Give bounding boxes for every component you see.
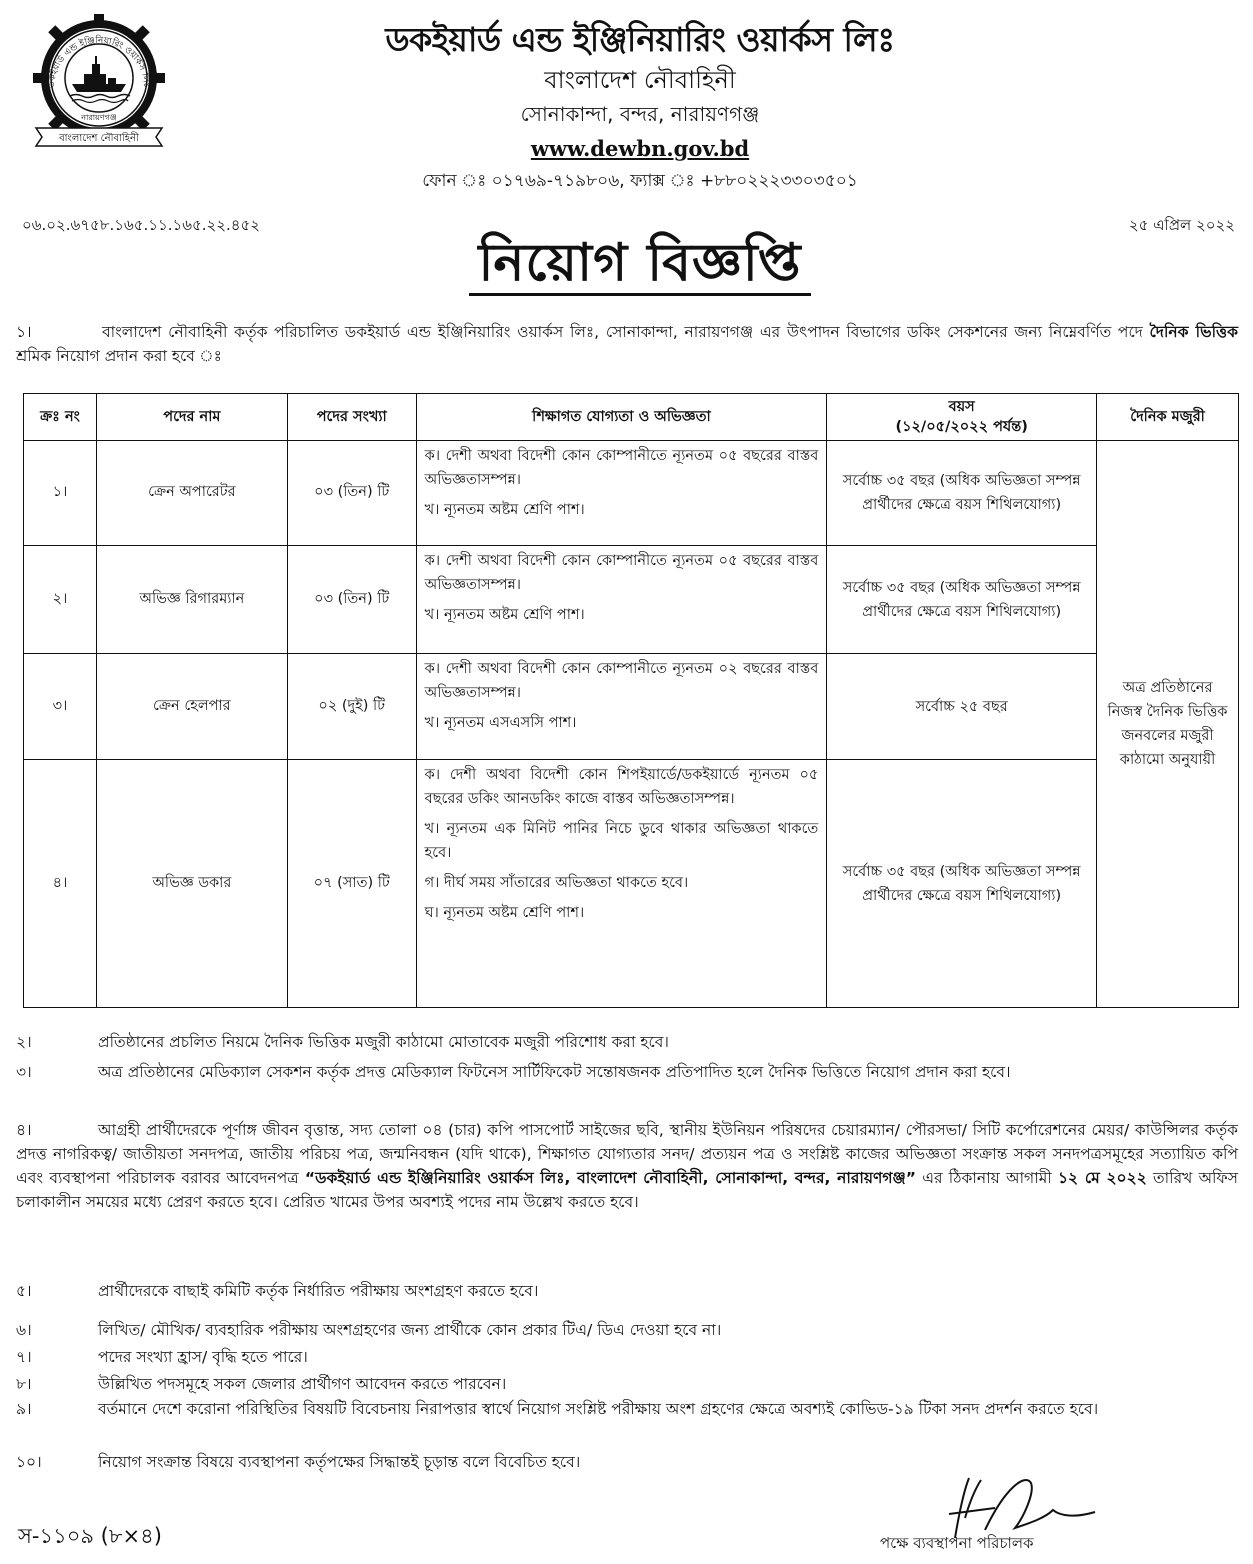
qualification-item: ঘ। ন্যূনতম অষ্টম শ্রেণি পাশ। bbox=[424, 905, 585, 921]
header-qualification: শিক্ষাগত যোগ্যতা ও অভিজ্ঞতা bbox=[416, 394, 827, 441]
header-wage: দৈনিক মজুরী bbox=[1097, 394, 1239, 441]
row-serial: ২। bbox=[24, 546, 97, 654]
row-qualification bbox=[416, 546, 827, 654]
notice-title-text: নিয়োগ বিজ্ঞপ্তি bbox=[469, 233, 812, 296]
memo-number: ০৬.০২.৬৭৫৮.১৬৫.১১.১৬৫.২২.৪৫২ bbox=[22, 216, 260, 234]
header-age-label: বয়স bbox=[948, 399, 975, 415]
qualification-item: খ। ন্যূনতম এসএসসি পাশ। bbox=[424, 715, 577, 731]
qualification-item: খ। ন্যূনতম অষ্টম শ্রেণি পাশ। bbox=[424, 502, 585, 518]
clause-text: বর্তমানে দেশে করোনা পরিস্থিতির বিষয়টি বিবেচনায় নিরাপত্তার স্বার্থে নিয়োগ সংশ্লিষ্ট পরীক্ষায় অংশ গ্রহণের ক্ষেত্রে অবশ্যই কোভিড-১৯ টিকা সনদ প্রদর্শন করতে হবে। bbox=[98, 1400, 1099, 1418]
row-post: ক্রেন অপারেটর bbox=[96, 441, 287, 546]
logo-ribbon-text: বাংলাদেশ নৌবাহিনী bbox=[59, 133, 139, 144]
clause-8 bbox=[16, 1372, 1238, 1396]
intro-text-b: শ্রমিক নিয়োগ প্রদান করা হবে ঃ bbox=[16, 347, 222, 365]
clause-number: ৮। bbox=[16, 1375, 32, 1393]
row-count: ০৭ (সাত) টি bbox=[287, 760, 416, 1008]
qualification-item: ক। দেশী অথবা বিদেশী কোন কোম্পানীতে ন্যূনতম ০৫ বছরের বাস্তব অভিজ্ঞতাসম্পন্ন। bbox=[424, 553, 819, 593]
header-serial: ক্রঃ নং bbox=[24, 394, 97, 441]
row-serial: ১। bbox=[24, 441, 97, 546]
clause-text: আগ্রহী প্রার্থীদেরকে পূর্ণাঙ্গ জীবন বৃত্তান্ত, সদ্য তোলা ০৪ (চার) কপি পাসপোর্ট সাইজের ছবি, স্থানীয় ইউনিয়ন পরিষদের চেয়ারম্যান/ পৌরসভা/ সিটি কর্পোরেশনের মেয়র/ কাউন্সিলর কর্তৃক প্রদত্ত নাগরিকত্ব/ জাতীয়তা সনদপত্র, জাতীয় পরিচয় পত্র, জন্মনিবন্ধন (যদি থাকে), শিক্ষাগত যোগ্যতার সনদ/ প্রত্যয়ন পত্র ও সংশ্লিষ্ট কাজের অভিজ্ঞতা সংক্রান্ত সকল সনদপত্রসমূহের সত্যায়িত কপি এবং ব্যবস্থাপনা পরিচালক বরাবর আবেদনপত্র bbox=[16, 1121, 1238, 1187]
clause-number: ৩। bbox=[16, 1063, 32, 1081]
notice-title bbox=[300, 222, 980, 309]
header-post: পদের নাম bbox=[96, 394, 287, 441]
row-count: ০৩ (তিন) টি bbox=[287, 441, 416, 546]
qualification-item: ক। দেশী অথবা বিদেশী কোন কোম্পানীতে ন্যূনতম ০২ বছরের বাস্তব অভিজ্ঞতাসম্পন্ন। bbox=[424, 661, 819, 701]
clause-address-bold: “ডকইয়ার্ড এন্ড ইঞ্জিনিয়ারিং ওয়ার্কস লিঃ, বাংলাদেশ নৌবাহিনী, সোনাকান্দা, বন্দর, নারায়ণগঞ্জ” bbox=[304, 1169, 916, 1187]
clause-number: ৫। bbox=[16, 1282, 32, 1300]
table-row bbox=[24, 441, 1239, 546]
row-age: সর্বোচ্চ ২৫ বছর bbox=[827, 654, 1097, 760]
qualification-item: গ। দীর্ঘ সময় সাঁতারের অভিজ্ঞতা থাকতে হবে। bbox=[424, 875, 689, 891]
org-name: ডকইয়ার্ড এন্ড ইঞ্জিনিয়ারিং ওয়ার্কস লিঃ bbox=[385, 20, 895, 59]
clause-text: এর ঠিকানায় আগামী bbox=[915, 1169, 1058, 1187]
ad-code: স-১১০৯ (৮×৪) bbox=[18, 1524, 162, 1548]
qualification-item: খ। ন্যূনতম অষ্টম শ্রেণি পাশ। bbox=[424, 607, 585, 623]
clause-text: নিয়োগ সংক্রান্ত বিষয়ে ব্যবস্থাপনা কর্তৃপক্ষের সিদ্ধান্তই চূড়ান্ত বলে বিবেচিত হবে। bbox=[98, 1453, 581, 1471]
row-age: সর্বোচ্চ ৩৫ বছর (অধিক অভিজ্ঞতা সম্পন্ন প্রার্থীদের ক্ষেত্রে বয়স শিথিলযোগ্য) bbox=[827, 546, 1097, 654]
row-qualification bbox=[416, 760, 827, 1008]
clause-text: লিখিত/ মৌখিক/ ব্যবহারিক পরীক্ষায় অংশগ্রহণের জন্য প্রার্থীকে কোন প্রকার টিএ/ ডিএ দেওয়া হবে না। bbox=[98, 1321, 722, 1339]
intro-paragraph bbox=[16, 320, 1238, 368]
row-post: অভিজ্ঞ রিগারম্যান bbox=[96, 546, 287, 654]
notice-date: ২৫ এপ্রিল ২০২২ bbox=[1128, 216, 1235, 234]
intro-number: ১। bbox=[16, 323, 32, 341]
clause-text: অত্র প্রতিষ্ঠানের মেডিক্যাল সেকশন কর্তৃক প্রদত্ত মেডিক্যাল ফিটনেস সার্টিফিকেট সন্তোষজনক প্রতিপাদিত হলে দৈনিক ভিত্তিতে নিয়োগ প্রদান করা হবে। bbox=[98, 1063, 1011, 1081]
row-post: ক্রেন হেলপার bbox=[96, 654, 287, 760]
signer-title: পক্ষে ব্যবস্থাপনা পরিচালক bbox=[880, 1534, 1034, 1552]
clause-text: প্রার্থীদেরকে বাছাই কমিটি কর্তৃক নির্ধারিত পরীক্ষায় অংশগ্রহণ করতে হবে। bbox=[98, 1282, 539, 1300]
row-qualification bbox=[416, 441, 827, 546]
job-table bbox=[23, 393, 1239, 1008]
clause-3 bbox=[16, 1060, 1238, 1084]
logo-place-text: নারায়ণগঞ্জ bbox=[81, 113, 117, 122]
clause-4 bbox=[16, 1118, 1238, 1214]
clause-number: ২। bbox=[16, 1033, 32, 1051]
row-count: ০৩ (তিন) টি bbox=[287, 546, 416, 654]
clause-text: প্রতিষ্ঠানের প্রচলিত নিয়মে দৈনিক ভিত্তিক মজুরী কাঠামো মোতাবেক মজুরী পরিশোধ করা হবে। bbox=[98, 1033, 669, 1051]
header-count: পদের সংখ্যা bbox=[287, 394, 416, 441]
row-post: অভিজ্ঞ ডকার bbox=[96, 760, 287, 1008]
org-address: সোনাকান্দা, বন্দর, নারায়ণগঞ্জ bbox=[520, 102, 760, 126]
clause-9 bbox=[16, 1397, 1238, 1421]
website-link[interactable]: www.dewbn.gov.bd bbox=[530, 136, 750, 161]
clause-text: তারিখ অফিস চলাকালীন সময়ের মধ্যে প্রেরণ করতে হবে। প্রেরিত খামের উপর অবশ্যই পদের নাম উল্লেখ করতে হবে। bbox=[16, 1169, 1238, 1211]
logo-ring-text: ডকইয়ার্ড এন্ড ইঞ্জিনিয়ারিং ওয়ার্কস লিঃ bbox=[46, 35, 152, 89]
table-row bbox=[24, 546, 1239, 654]
qualification-item: খ। ন্যূনতম এক মিনিট পানির নিচে ডুবে থাকার অভিজ্ঞতা থাকতে হবে। bbox=[424, 821, 819, 861]
clause-number: ১০। bbox=[16, 1453, 42, 1471]
clause-number: ৬। bbox=[16, 1321, 32, 1339]
intro-bold: দৈনিক ভিত্তিক bbox=[1149, 323, 1238, 341]
clause-5 bbox=[16, 1279, 1238, 1303]
clause-2 bbox=[16, 1030, 1238, 1054]
row-serial: ৩। bbox=[24, 654, 97, 760]
navy-dockyard-logo bbox=[28, 12, 170, 154]
row-qualification bbox=[416, 654, 827, 760]
clause-number: ৪। bbox=[16, 1121, 32, 1139]
intro-text-a: বাংলাদেশ নৌবাহিনী কর্তৃক পরিচালিত ডকইয়ার্ড এন্ড ইঞ্জিনিয়ারিং ওয়ার্কস লিঃ, সোনাকান্দা, নারায়ণগঞ্জ এর উৎপাদন বিভাগের ডকিং সেকশনের জন্য নিম্নেবর্ণিত পদে bbox=[102, 323, 1150, 341]
wage-cell: অত্র প্রতিষ্ঠানের নিজস্ব দৈনিক ভিত্তিক জনবলের মজুরী কাঠামো অনুযায়ী bbox=[1097, 441, 1239, 1008]
clause-7 bbox=[16, 1345, 1238, 1369]
clause-number: ৭। bbox=[16, 1348, 32, 1366]
header-age-note: (১২/০৫/২০২২ পর্যন্ত) bbox=[895, 419, 1028, 435]
row-age: সর্বোচ্চ ৩৫ বছর (অধিক অভিজ্ঞতা সম্পন্ন প্রার্থীদের ক্ষেত্রে বয়স শিথিলযোগ্য) bbox=[827, 760, 1097, 1008]
row-serial: ৪। bbox=[24, 760, 97, 1008]
table-header-row bbox=[24, 394, 1239, 441]
table-row bbox=[24, 760, 1239, 1008]
qualification-item: ক। দেশী অথবা বিদেশী কোন শিপইয়ার্ডে/ডকইয়ার্ডে ন্যূনতম ০৫ বছরের ডকিং আনডকিং কাজে বাস্তব অভিজ্ঞতাসম্পন্ন। bbox=[424, 767, 819, 807]
clause-number: ৯। bbox=[16, 1400, 32, 1418]
row-age: সর্বোচ্চ ৩৫ বছর (অধিক অভিজ্ঞতা সম্পন্ন প্রার্থীদের ক্ষেত্রে বয়স শিথিলযোগ্য) bbox=[827, 441, 1097, 546]
clause-6 bbox=[16, 1318, 1238, 1342]
header-age bbox=[827, 394, 1097, 441]
row-count: ০২ (দুই) টি bbox=[287, 654, 416, 760]
table-row bbox=[24, 654, 1239, 760]
qualification-item: ক। দেশী অথবা বিদেশী কোন কোম্পানীতে ন্যূনতম ০৫ বছরের বাস্তব অভিজ্ঞতাসম্পন্ন। bbox=[424, 448, 819, 488]
clause-text: পদের সংখ্যা হ্রাস/ বৃদ্ধি হতে পারে। bbox=[98, 1348, 308, 1366]
clause-deadline-bold: ১২ মে ২০২২ bbox=[1058, 1169, 1147, 1187]
phone-fax: ফোন ঃ ০১৭৬৯-৭১৯৮০৬, ফ্যাক্স ঃ +৮৮০২২২৩৩০৩৫০১ bbox=[422, 171, 858, 191]
navy-name: বাংলাদেশ নৌবাহিনী bbox=[544, 66, 736, 94]
clause-text: উল্লিখিত পদসমূহে সকল জেলার প্রার্থীগণ আবেদন করতে পারবেন। bbox=[98, 1375, 507, 1393]
